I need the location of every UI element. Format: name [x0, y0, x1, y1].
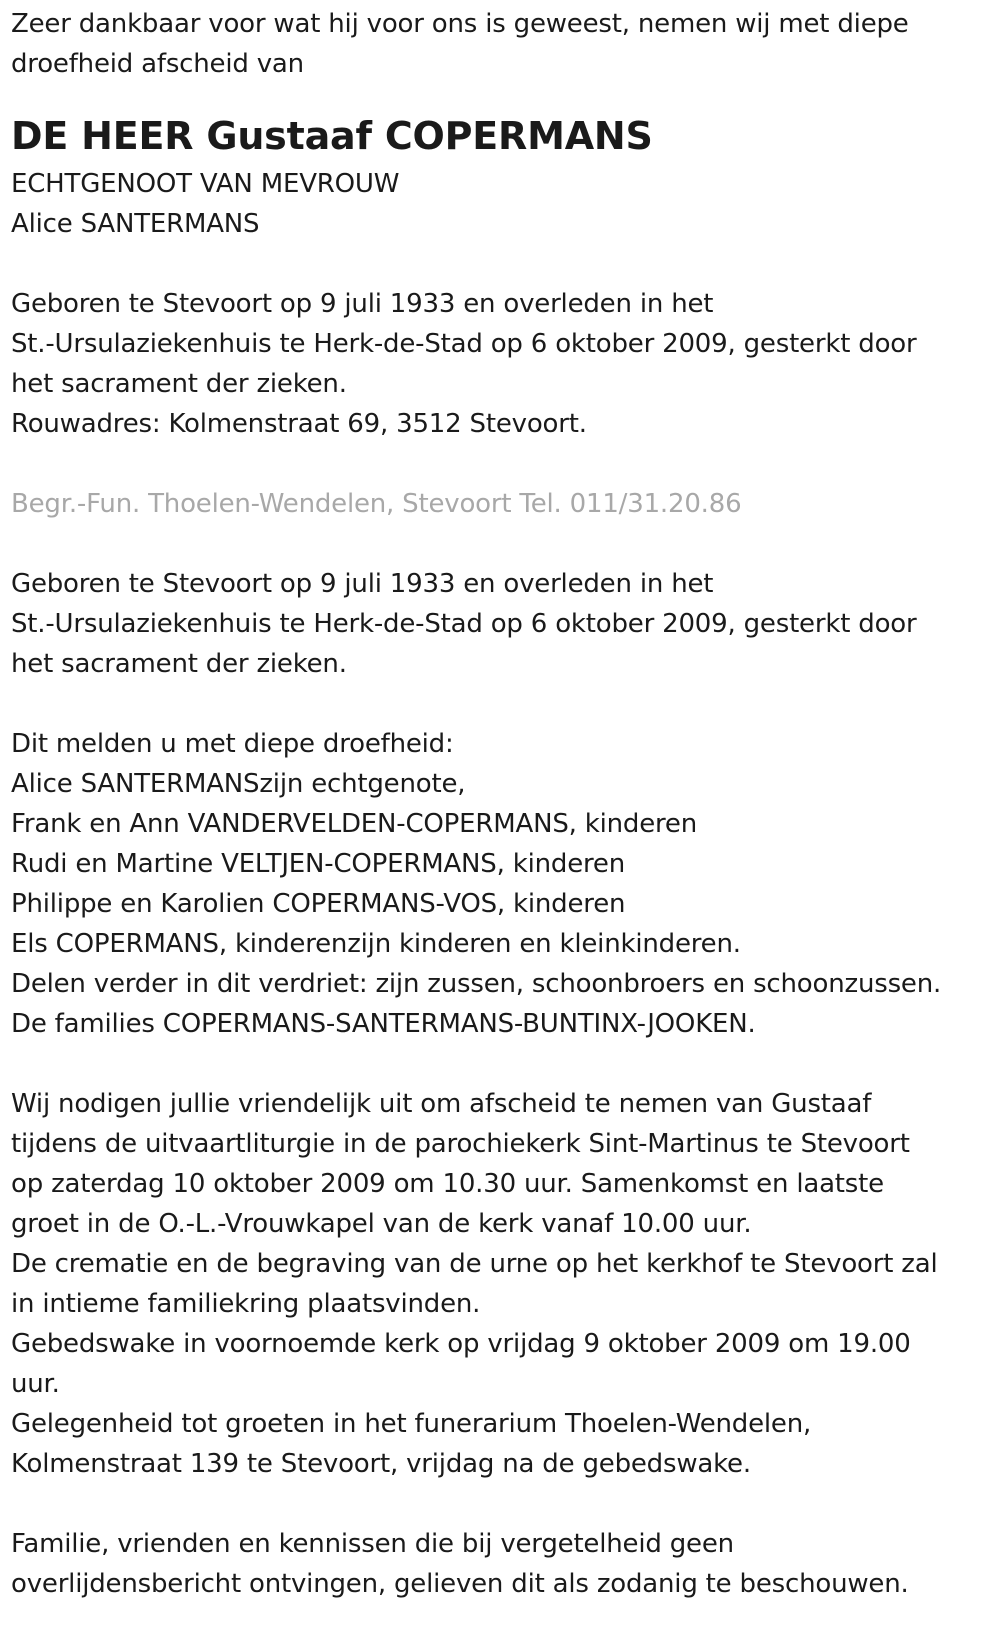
mourners-line: Alice SANTERMANSzijn echtgenote, [11, 769, 466, 799]
ceremony-line: in intieme familiekring plaatsvinden. [11, 1289, 481, 1319]
mourners-paragraph [11, 724, 989, 1044]
ceremony-line: De crematie en de begraving van de urne op het kerkhof te Stevoort zal [11, 1249, 938, 1279]
ceremony-line: Gebedswake in voornoemde kerk op vrijdag 9 oktober 2009 om 19.00 [11, 1329, 911, 1359]
spouse-line: ECHTGENOOT VAN MEVROUW [11, 169, 400, 199]
closing-line: overlijdensbericht ontvingen, gelieven dit als zodanig te beschouwen. [11, 1569, 909, 1599]
ceremony-line: Gelegenheid tot groeten in het funerarium Thoelen-Wendelen, [11, 1409, 812, 1439]
ceremony-line: op zaterdag 10 oktober 2009 om 10.30 uur. Samenkomst en laatste [11, 1169, 884, 1199]
intro-line: droefheid afscheid van [11, 49, 304, 79]
mourners-line: Dit melden u met diepe droefheid: [11, 729, 454, 759]
mourners-line: De families COPERMANS-SANTERMANS-BUNTINX-JOOKEN. [11, 1009, 756, 1039]
birth-death-line: Geboren te Stevoort op 9 juli 1933 en overleden in het [11, 569, 714, 599]
birth-death-paragraph [11, 284, 989, 444]
ceremony-line: groet in de O.-L.-Vrouwkapel van de kerk vanaf 10.00 uur. [11, 1209, 752, 1239]
ceremony-line: tijdens de uitvaartliturgie in de parochiekerk Sint-Martinus te Stevoort [11, 1129, 910, 1159]
birth-death-line: het sacrament der zieken. [11, 649, 347, 679]
ceremony-paragraph [11, 1084, 989, 1484]
mourners-line: Rudi en Martine VELTJEN-COPERMANS, kinderen [11, 849, 625, 879]
ceremony-line: Kolmenstraat 139 te Stevoort, vrijdag na de gebedswake. [11, 1449, 751, 1479]
ceremony-line: Wij nodigen jullie vriendelijk uit om afscheid te nemen van Gustaaf [11, 1089, 872, 1119]
birth-death-line: St.-Ursulaziekenhuis te Herk-de-Stad op 6 oktober 2009, gesterkt door [11, 609, 917, 639]
mourners-line: Els COPERMANS, kinderenzijn kinderen en kleinkinderen. [11, 929, 741, 959]
mourning-address: Rouwadres: Kolmenstraat 69, 3512 Stevoort. [11, 409, 587, 439]
closing-paragraph [11, 1524, 989, 1604]
birth-death-line: Geboren te Stevoort op 9 juli 1933 en overleden in het [11, 289, 714, 319]
birth-death-line: het sacrament der zieken. [11, 369, 347, 399]
funeral-home-info: Begr.-Fun. Thoelen-Wendelen, Stevoort Tel. 011/31.20.86 [11, 489, 742, 519]
mourners-line: Delen verder in dit verdriet: zijn zussen, schoonbroers en schoonzussen. [11, 969, 942, 999]
closing-line: Familie, vrienden en kennissen die bij vergetelheid geen [11, 1529, 734, 1559]
birth-death-paragraph-repeat [11, 564, 989, 684]
birth-death-line: St.-Ursulaziekenhuis te Herk-de-Stad op 6 oktober 2009, gesterkt door [11, 329, 917, 359]
spouse-line: Alice SANTERMANS [11, 209, 260, 239]
mourners-line: Philippe en Karolien COPERMANS-VOS, kinderen [11, 889, 626, 919]
intro-paragraph [11, 4, 989, 84]
spouse-block [11, 164, 989, 244]
deceased-name: DE HEER Gustaaf COPERMANS [11, 114, 653, 158]
intro-line: Zeer dankbaar voor wat hij voor ons is geweest, nemen wij met diepe [11, 9, 909, 39]
mourners-line: Frank en Ann VANDERVELDEN-COPERMANS, kinderen [11, 809, 698, 839]
ceremony-line: uur. [11, 1369, 60, 1399]
